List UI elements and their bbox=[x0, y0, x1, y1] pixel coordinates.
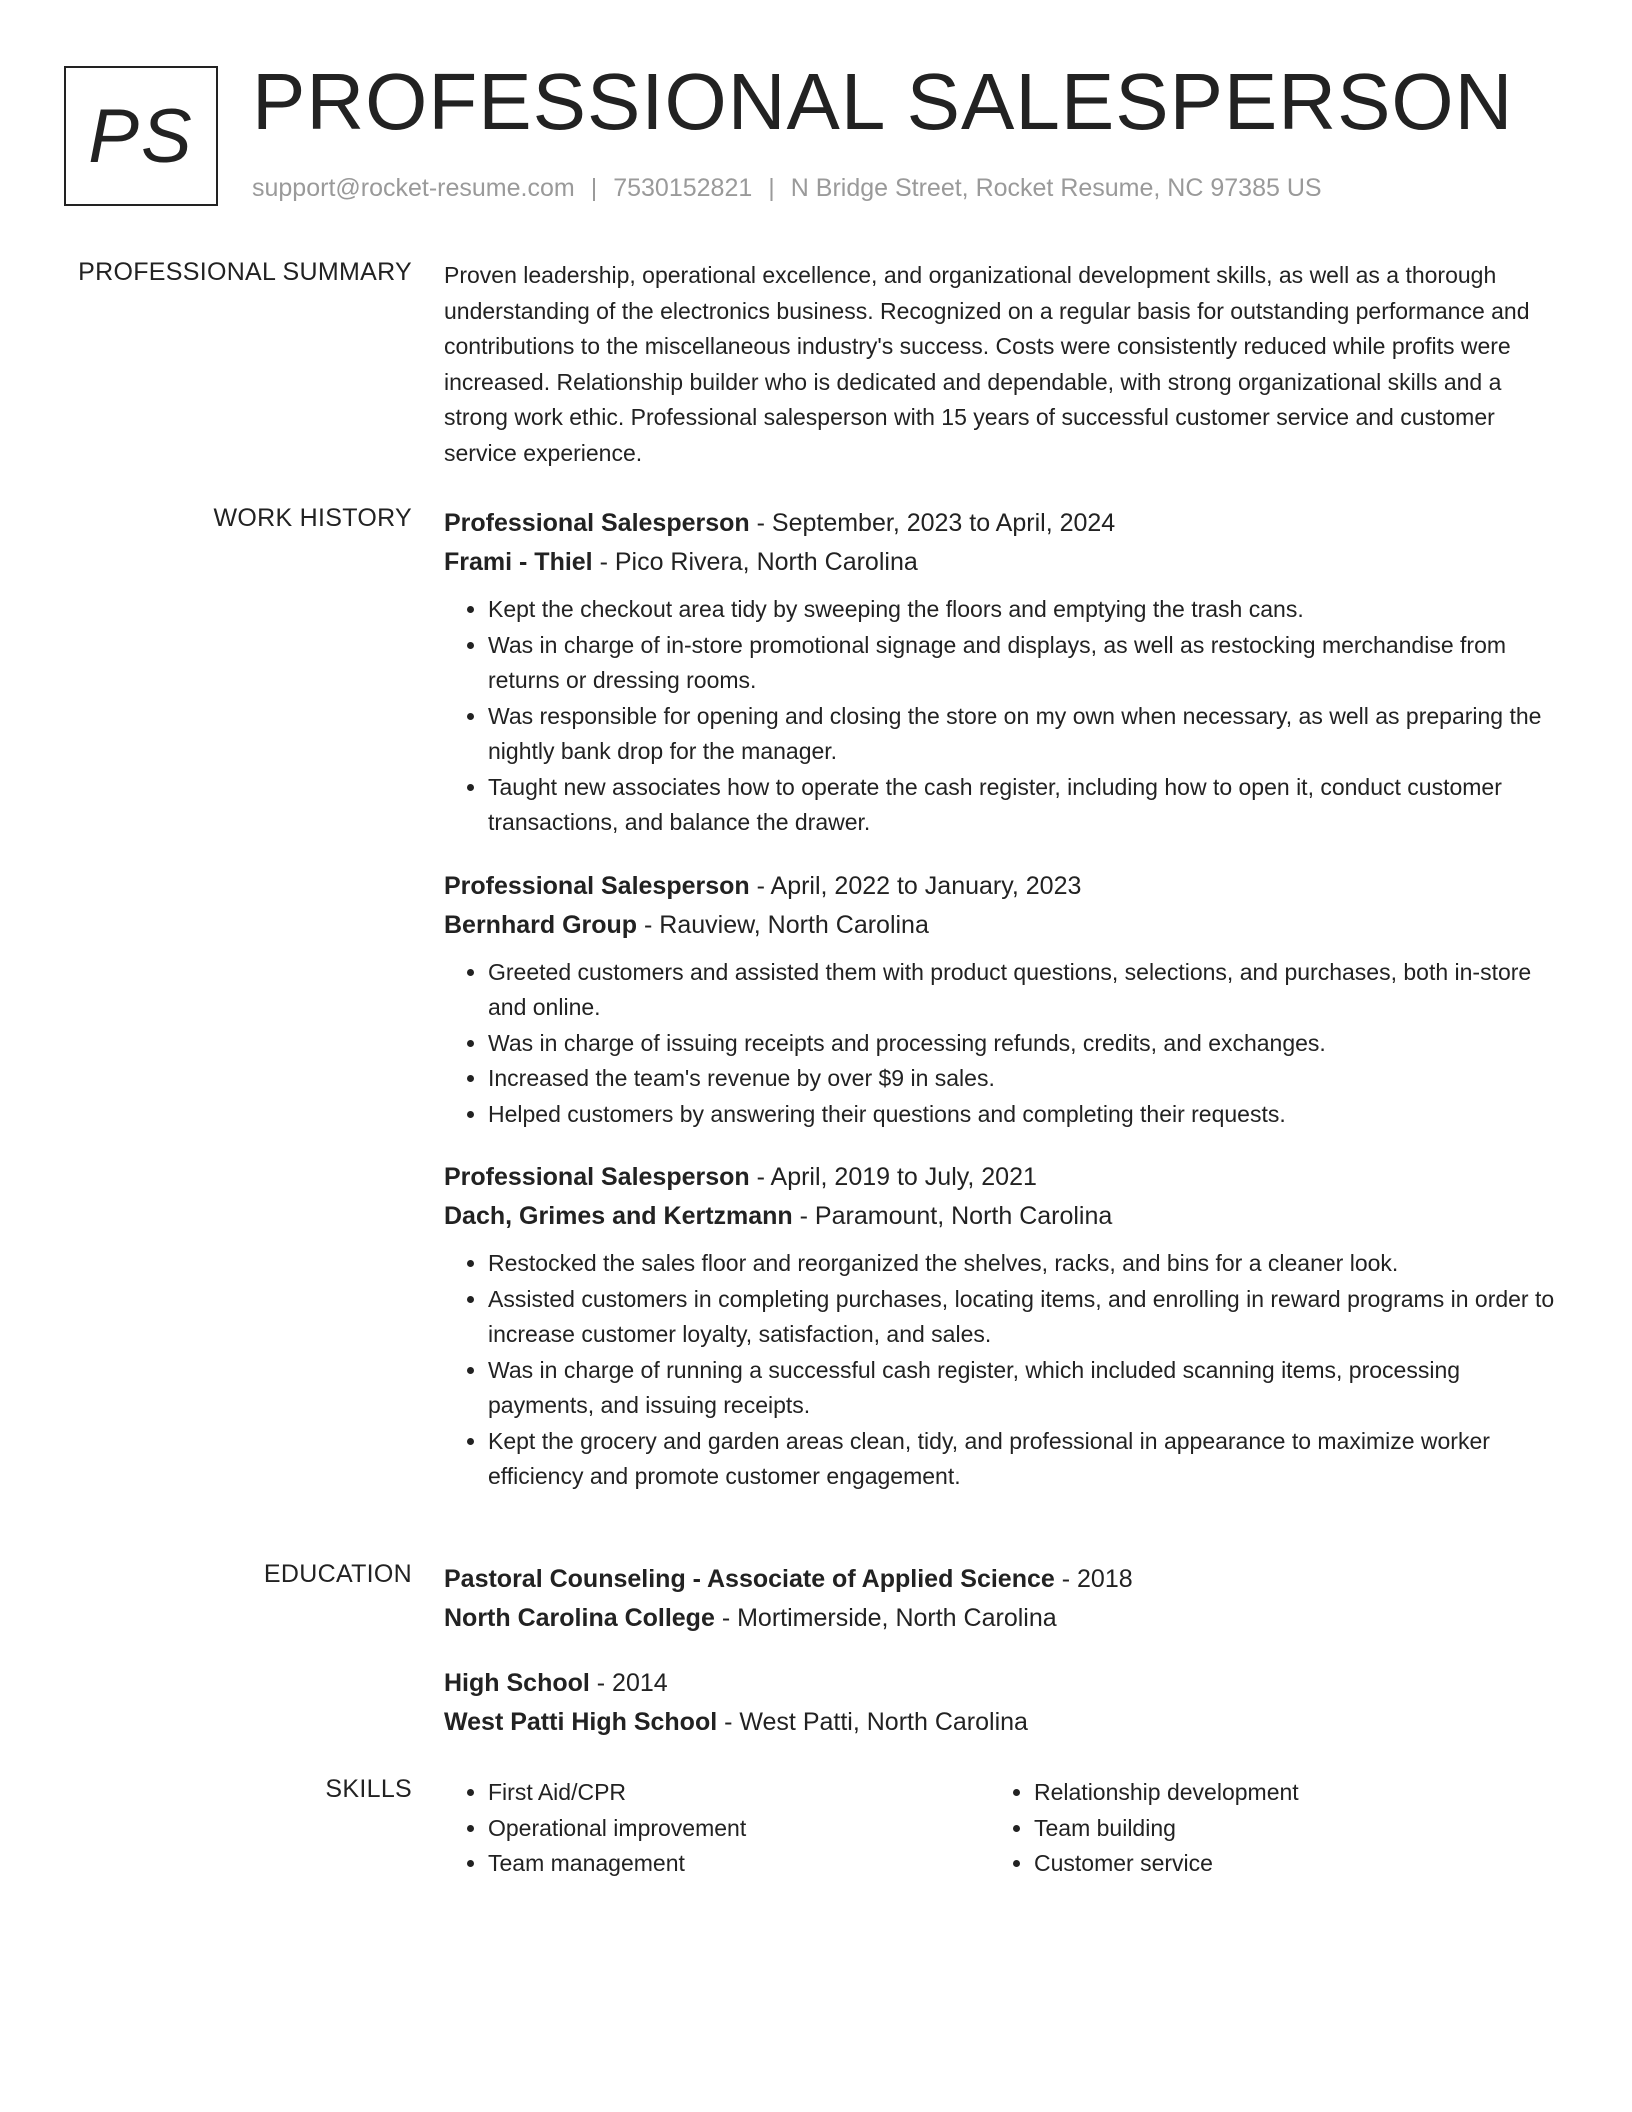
job-company: Dach, Grimes and Kertzmann bbox=[444, 1202, 793, 1230]
degree-year: - 2018 bbox=[1054, 1565, 1133, 1593]
skill-item: • Customer service bbox=[1034, 1846, 1536, 1882]
job-entry bbox=[444, 504, 1556, 841]
job-dates: - April, 2019 to July, 2021 bbox=[749, 1163, 1037, 1191]
school-location: - West Patti, North Carolina bbox=[717, 1708, 1028, 1736]
skill-item: • First Aid/CPR bbox=[488, 1775, 990, 1811]
education-entry bbox=[444, 1664, 1556, 1742]
school: West Patti High School bbox=[444, 1708, 718, 1736]
job-bullet: • Increased the team's revenue by over $9 in sales. bbox=[488, 1061, 1556, 1097]
skill-item: • Team building bbox=[1034, 1811, 1536, 1847]
job-bullets bbox=[444, 1246, 1556, 1495]
job-title-line bbox=[444, 1158, 1556, 1197]
skills-column-right bbox=[990, 1775, 1536, 1882]
job-bullet: • Was in charge of in-store promotional signage and displays, as well as restocking merchandise from returns or dressing rooms. bbox=[488, 628, 1556, 699]
job-bullets bbox=[444, 592, 1556, 841]
job-title-line bbox=[444, 504, 1556, 543]
job-bullet: • Taught new associates how to operate the cash register, including how to open it, conduct customer transactions, and balance the drawer. bbox=[488, 770, 1556, 841]
job-title-line bbox=[444, 867, 1556, 906]
job-bullets bbox=[444, 955, 1556, 1133]
job-bullet: • Was responsible for opening and closing the store on my own when necessary, as well as preparing the nightly bank drop for the manager. bbox=[488, 699, 1556, 770]
job-bullet: • Assisted customers in completing purchases, locating items, and enrolling in reward programs in order to increase customer loyalty, satisfaction, and sales. bbox=[488, 1282, 1556, 1353]
monogram-logo bbox=[64, 66, 218, 206]
school-location: - Mortimerside, North Carolina bbox=[714, 1604, 1057, 1632]
contact-phone[interactable]: 7530152821 bbox=[613, 174, 753, 202]
skills-body bbox=[444, 1775, 1556, 1882]
job-company-line bbox=[444, 906, 1556, 945]
skills-heading: SKILLS bbox=[325, 1775, 412, 1803]
skill-item: • Operational improvement bbox=[488, 1811, 990, 1847]
job-bullet: • Restocked the sales floor and reorganized the shelves, racks, and bins for a cleaner look. bbox=[488, 1246, 1556, 1282]
job-company: Bernhard Group bbox=[444, 910, 638, 939]
education-entry bbox=[444, 1560, 1556, 1638]
candidate-name: PROFESSIONAL SALESPERSON bbox=[252, 57, 1514, 146]
skills-column-left bbox=[444, 1775, 990, 1882]
school: North Carolina College bbox=[444, 1604, 715, 1632]
job-title: Professional Salesperson bbox=[444, 871, 750, 900]
job-location: - Rauview, North Carolina bbox=[637, 910, 929, 939]
contact-separator: | bbox=[768, 174, 775, 202]
degree-line bbox=[444, 1664, 1556, 1703]
job-bullet: • Kept the grocery and garden areas clean, tidy, and professional in appearance to maximize worker efficiency and promote customer engagement. bbox=[488, 1424, 1556, 1495]
job-bullet: • Was in charge of issuing receipts and processing refunds, credits, and exchanges. bbox=[488, 1026, 1556, 1062]
degree: Pastoral Counseling - Associate of Applied Science bbox=[444, 1565, 1055, 1593]
job-bullet: • Was in charge of running a successful cash register, which included scanning items, processing payments, and issuing receipts. bbox=[488, 1353, 1556, 1424]
school-line bbox=[444, 1703, 1556, 1742]
job-dates: - September, 2023 to April, 2024 bbox=[749, 509, 1116, 537]
job-location: - Paramount, North Carolina bbox=[792, 1202, 1113, 1230]
monogram-text: PS bbox=[88, 93, 194, 179]
contact-separator: | bbox=[590, 174, 598, 202]
work-history-body bbox=[444, 504, 1556, 1521]
skills-grid bbox=[444, 1775, 1556, 1882]
job-bullet: • Kept the checkout area tidy by sweeping the floors and emptying the trash cans. bbox=[488, 592, 1556, 628]
skill-item: • Relationship development bbox=[1034, 1775, 1536, 1811]
job-bullet: • Helped customers by answering their questions and completing their requests. bbox=[488, 1097, 1556, 1133]
job-bullet: • Greeted customers and assisted them with product questions, selections, and purchases, both in-store and online. bbox=[488, 955, 1556, 1026]
job-location: - Pico Rivera, North Carolina bbox=[592, 548, 918, 576]
job-company: Frami - Thiel bbox=[444, 548, 593, 576]
degree-year: - 2014 bbox=[589, 1669, 668, 1697]
contact-line bbox=[252, 174, 1322, 203]
degree: High School bbox=[444, 1669, 590, 1697]
job-title: Professional Salesperson bbox=[444, 509, 750, 537]
work-history-heading: WORK HISTORY bbox=[213, 504, 412, 532]
job-title: Professional Salesperson bbox=[444, 1163, 750, 1191]
school-line bbox=[444, 1599, 1556, 1638]
education-heading: EDUCATION bbox=[263, 1560, 412, 1588]
contact-email[interactable]: support@rocket-resume.com bbox=[252, 174, 575, 202]
summary-heading: PROFESSIONAL SUMMARY bbox=[78, 258, 412, 286]
job-company-line bbox=[444, 1197, 1556, 1236]
summary-text: Proven leadership, operational excellence, and organizational development skills, as well as a thorough understanding of the electronics business. Recognized on a regular basis for outstanding performance and contributions to the miscellaneous industry's success. Costs were consistently reduced while profits were increased. Relationship builder who is dedicated and dependable, with strong organizational skills and a strong work ethic. Professional salesperson with 15 years of successful customer service and customer service experience. bbox=[444, 262, 1530, 466]
summary-body bbox=[444, 258, 1556, 471]
degree-line bbox=[444, 1560, 1556, 1599]
job-company-line bbox=[444, 543, 1556, 582]
contact-address: N Bridge Street, Rocket Resume, NC 97385 US bbox=[790, 174, 1322, 202]
job-dates: - April, 2022 to January, 2023 bbox=[749, 871, 1082, 900]
job-entry bbox=[444, 867, 1556, 1133]
job-entry bbox=[444, 1158, 1556, 1495]
education-body bbox=[444, 1560, 1556, 1768]
skill-item: • Team management bbox=[488, 1846, 990, 1882]
